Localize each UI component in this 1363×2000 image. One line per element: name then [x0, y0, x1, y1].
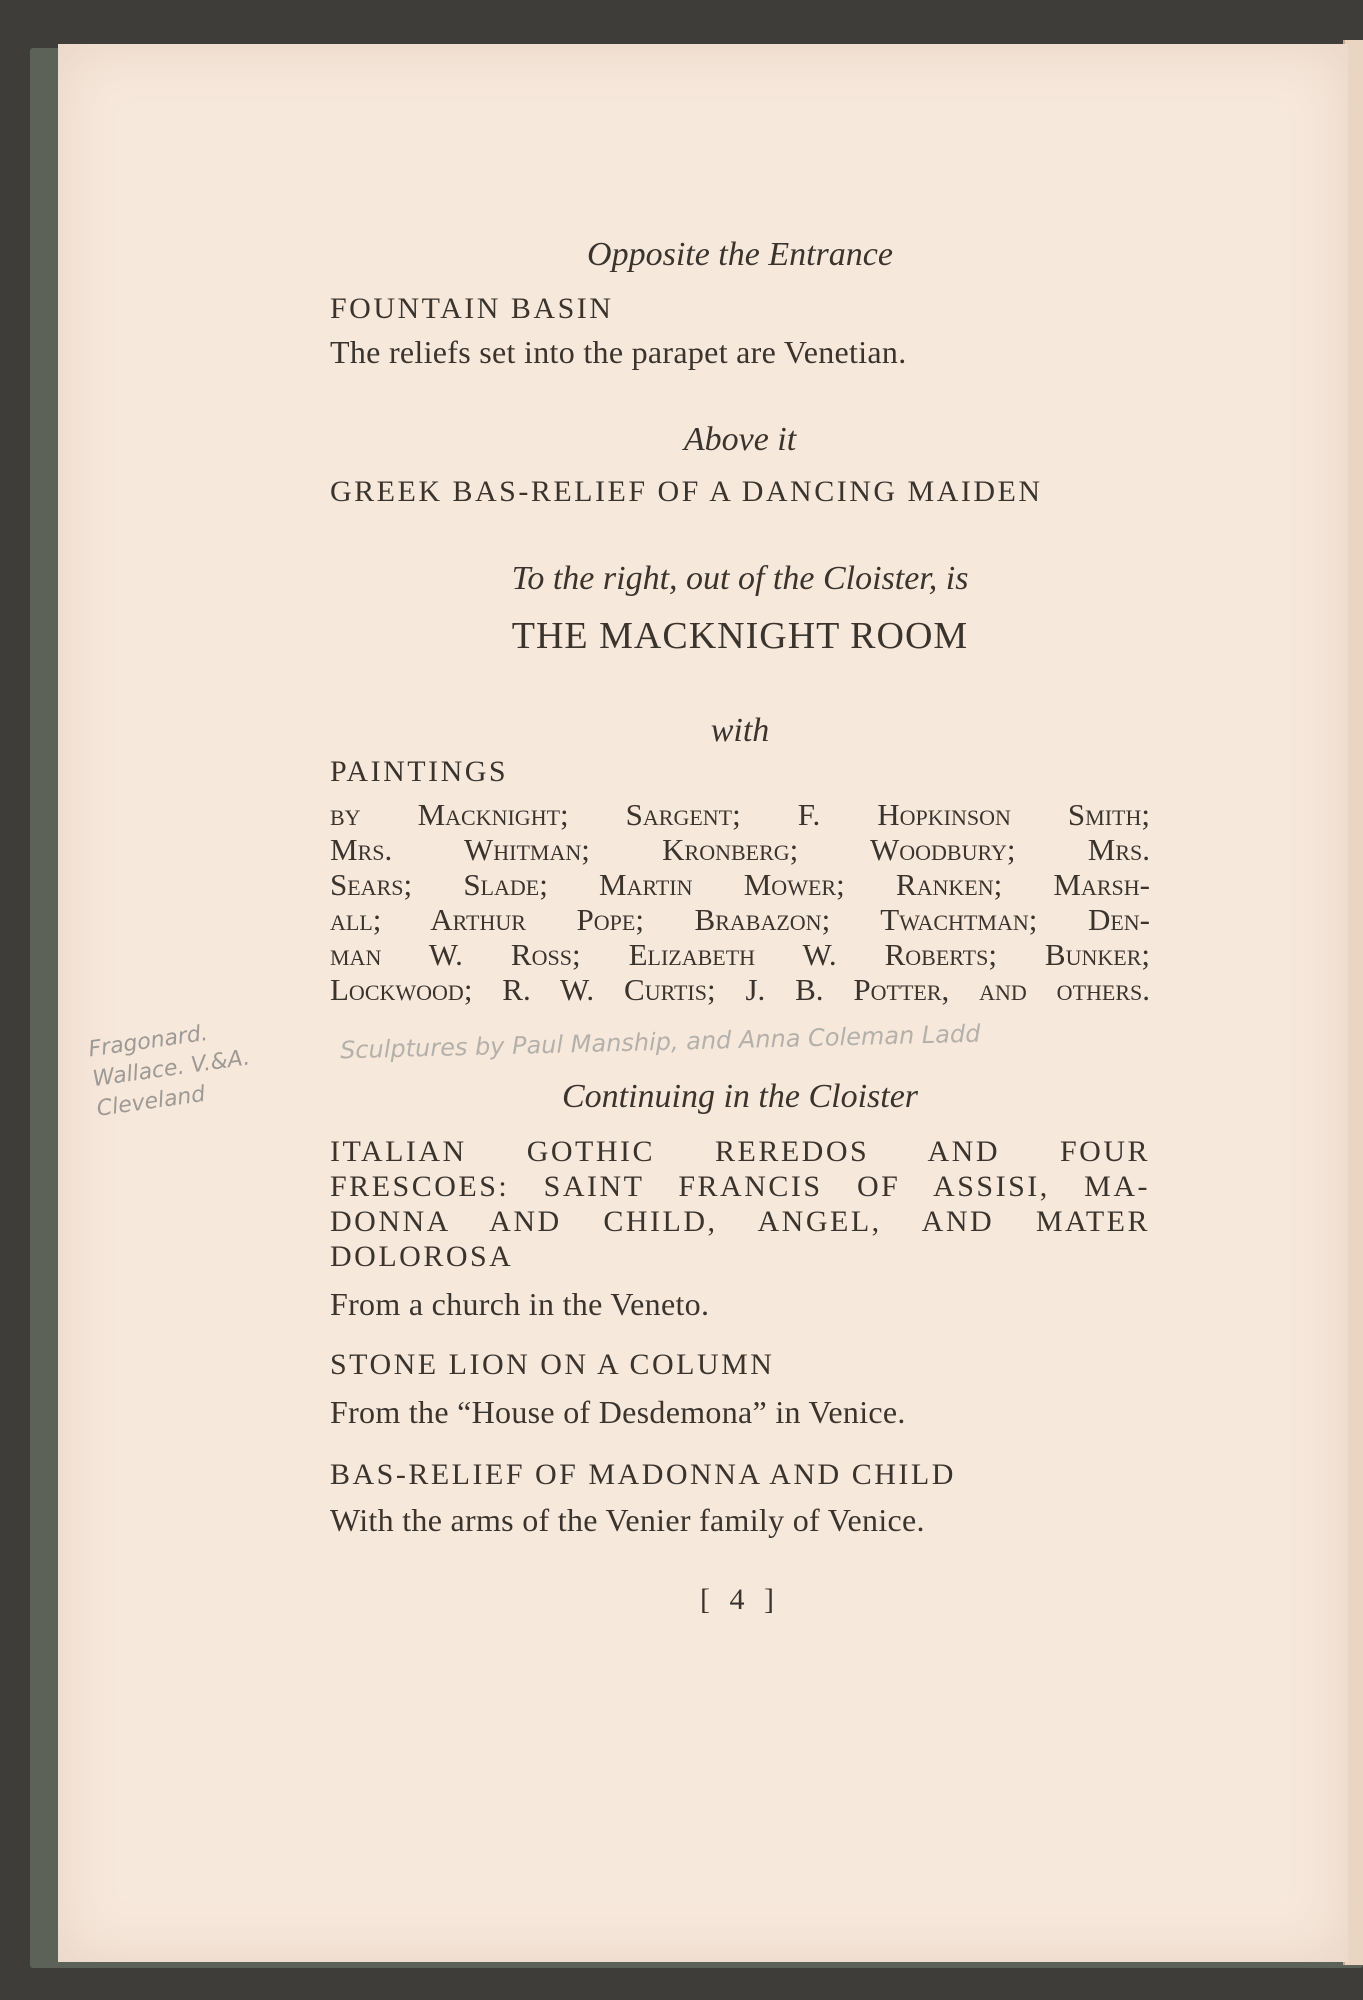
paintings-artists: [330, 797, 1150, 1007]
artists-line: Sears; Slade; Martin Mower; Ranken; Marsh-: [330, 867, 1150, 902]
artists-line: by Macknight; Sargent; F. Hopkinson Smith;: [330, 797, 1150, 832]
title-line: DONNA AND CHILD, ANGEL, AND MATER: [330, 1205, 1150, 1238]
heading-with: with: [710, 712, 770, 749]
paintings-title: PAINTINGS: [330, 755, 509, 788]
handwritten-inline-note: Sculptures by Paul Manship, and Anna Coleman Ladd: [339, 1019, 981, 1065]
title-line: FRESCOES: SAINT FRANCIS OF ASSISI, MA-: [330, 1170, 1150, 1203]
item-title-greek-bas-relief: GREEK BAS-RELIEF OF A DANCING MAIDEN: [330, 475, 1043, 508]
item-desc-stone-lion: From the “House of Desdemona” in Venice.: [330, 1394, 906, 1430]
room-title: THE MACKNIGHT ROOM: [511, 615, 969, 657]
title-line: DOLOROSA: [330, 1240, 514, 1273]
item-title-bas-relief-madonna: BAS-RELIEF OF MADONNA AND CHILD: [330, 1458, 956, 1491]
title-line: ITALIAN GOTHIC REREDOS AND FOUR: [330, 1135, 1150, 1168]
item-title-italian-gothic: [330, 1134, 1150, 1274]
artists-line: Mrs. Whitman; Kronberg; Woodbury; Mrs.: [330, 832, 1150, 867]
artists-line: man W. Ross; Elizabeth W. Roberts; Bunker;: [330, 937, 1150, 972]
heading-to-the-right: To the right, out of the Cloister, is: [511, 560, 969, 597]
item-desc-italian-gothic: From a church in the Veneto.: [330, 1286, 710, 1322]
item-desc-bas-relief-madonna: With the arms of the Venier family of Venice.: [330, 1502, 925, 1538]
item-title-fountain-basin: FOUNTAIN BASIN: [330, 292, 614, 325]
handwritten-margin-note: Fragonard. Wallace. V.&A. Cleveland: [86, 1020, 252, 1122]
heading-opposite-entrance: Opposite the Entrance: [587, 236, 893, 273]
page-number: [ 4 ]: [700, 1583, 780, 1616]
heading-above-it: Above it: [683, 421, 797, 458]
artists-line: all; Arthur Pope; Brabazon; Twachtman; Den-: [330, 902, 1150, 937]
item-title-stone-lion: STONE LION ON A COLUMN: [330, 1348, 775, 1381]
item-desc-fountain-basin: The reliefs set into the parapet are Venetian.: [330, 334, 907, 370]
artists-line: Lockwood; R. W. Curtis; J. B. Potter, and others.: [330, 972, 1150, 1007]
heading-continuing-cloister: Continuing in the Cloister: [561, 1078, 919, 1115]
